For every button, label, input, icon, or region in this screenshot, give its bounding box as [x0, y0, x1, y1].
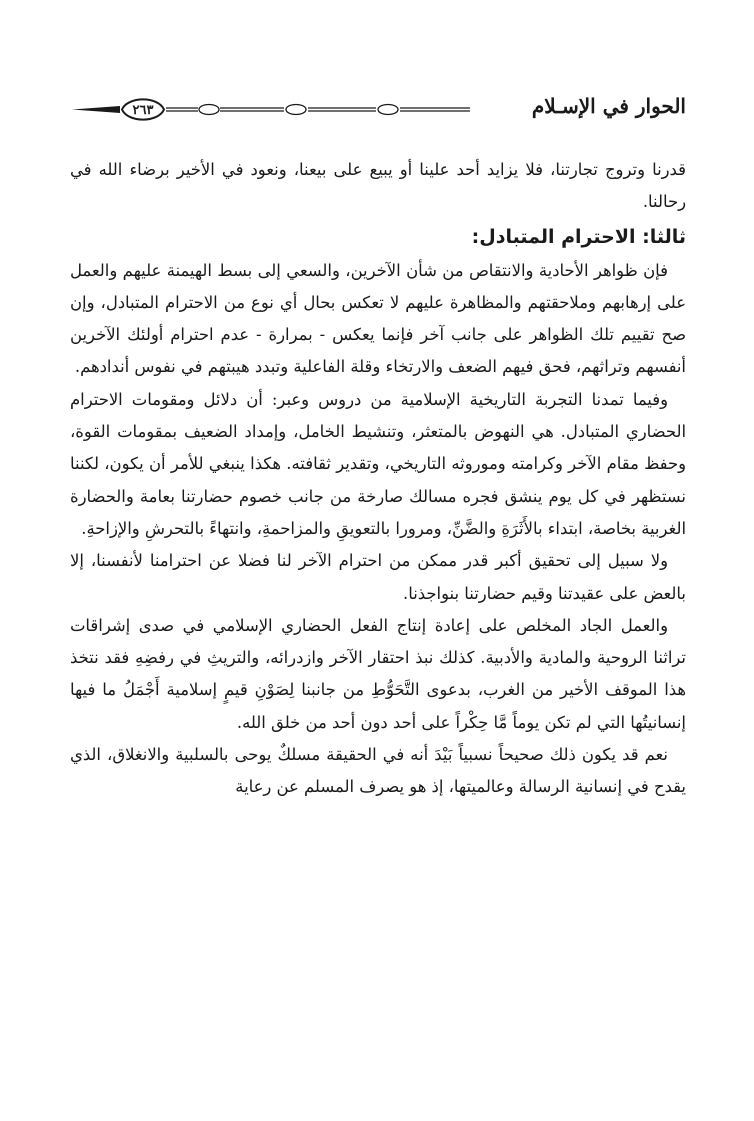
header-ornament [70, 90, 540, 126]
paragraph-6: نعم قد يكون ذلك صحيحاً نسبياً بَيْدَ أنه في الحقيقة مسلكٌ يوحى بالسلبية والانغلاق، الذي يقدح في إنسانية الرسالة وعالميتها، إذ هو يصرف المسلم عن رعاية [70, 745, 686, 797]
body-text [70, 154, 686, 804]
page-number: ٢٦٣ [132, 103, 154, 118]
book-page [70, 88, 686, 804]
paragraph-5: والعمل الجاد المخلص على إعادة إنتاج الفعل الحضاري الإسلامي في صدى إشراقات تراثنا الروحية والمادية والأدبية. كذلك نبذ احتقار الآخر وازدرائه، والتريثِ في رفضِهِ فقد نتخذ هذا الموقف الأخير من الغرب، بدعوى التَّحَوُّطِ من جانبنا لِصَوْنِ قيمٍ إسلامية أَجْمَلُ ما فيها إنسانيتُها التي لم تكن يوماً مَّا حِكْراً على أحد دون أحد من خلق الله. [70, 615, 686, 732]
page-header [70, 88, 686, 140]
paragraph-1: قدرنا وتروج تجارتنا، فلا يزايد أحد علينا أو يبيع على بيعنا، ونعود في الأخير برضاء الله في رحالنا. [70, 160, 686, 212]
section-heading: ثالثا: الاحترام المتبادل: [471, 225, 686, 248]
running-title: الحوار في الإسـلام [531, 94, 686, 118]
paragraph-3: وفيما تمدنا التجربة التاريخية الإسلامية من دروس وعبر: أن دلائل ومقومات الاحترام الحضاري المتبادل. هي النهوض بالمتعثر، وتنشيط الخامل، وإمداد الضعيف بمقومات القوة، وحفظ مقام الآخر وكرامته وموروثه التاريخي، وتقدير ثقافته. هكذا ينبغي للأمر أن يكون، لكننا نستظهر في كل يوم ينشق فجره مسالك صارخة من جانب خصوم حضارتنا بعامة والحضارة الغربية بخاصة، ابتداء بالأَثَرَةِ والضَّنِّ، ومرورا بالتعويقِ والمزاحمةِ، وانتهاءً بالتحرشِ والإزاحةِ. [70, 389, 686, 538]
paragraph-2: فإن ظواهر الأحادية والانتقاص من شأن الآخرين، والسعي إلى بسط الهيمنة عليهم والعمل على إرهابهم وملاحقتهم والمظاهرة عليهم لا تعكس بحال أي نوع من الاحترام المتبادل، وإن صح تقييم تلك الظواهر على جانب آخر فإنما يعكس - بمرارة - عدم احترام أولئك الآخرين أنفسهم وتراثهم، فحق فيهم الضعف والارتخاء وقلة الفاعلية وتبدد هيبتهم في نفوس أندادهم. [70, 260, 686, 377]
paragraph-4: ولا سبيل إلى تحقيق أكبر قدر ممكن من احترام الآخر لنا فضلا عن احترامنا لأنفسنا، إلا بالعض على عقيدتنا وقيم حضارتنا بنواجذنا. [70, 551, 686, 603]
